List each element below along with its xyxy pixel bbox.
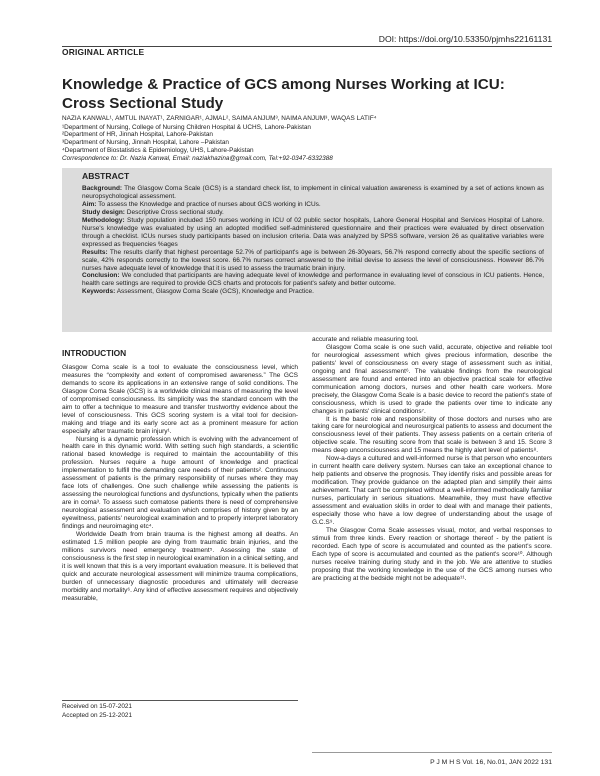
- abstract-background: [82, 185, 544, 201]
- keywords-text: Assessment, Glasgow Coma Scale (GCS), Knowledge and Practice.: [116, 288, 314, 296]
- journal-footer: P J M H S Vol. 16, No.01, JAN 2022 131: [430, 759, 552, 766]
- received-dates: [62, 700, 298, 720]
- abstract-box: [62, 168, 552, 332]
- affiliation-3: ³Department of Nursing, Jinnah Hospital, Lahore –Pakistan: [62, 139, 229, 147]
- abstract-methodology: [82, 217, 544, 249]
- introduction-heading: INTRODUCTION: [62, 348, 127, 358]
- doi-link[interactable]: DOI: https://doi.org/10.53350/pjmhs22161131: [378, 34, 552, 44]
- keywords-label: Keywords:: [82, 288, 116, 296]
- abstract-results: [82, 249, 544, 273]
- background-label: Background:: [82, 185, 123, 192]
- results-text: The results clarify that highest percentage 52.7% of participant's age is between 26-30years, 56.7% respond correctly about the specific sections of scale, 42% responds correctly to the lowest score. 66.7% nurses correct answered to the initial devise to assess the level of consciousness. However 86.7% nurses have adequate level of knowledge that it is used to assess the traumatic brain injury.: [82, 248, 544, 272]
- accepted-date: Accepted on 25-12-2021: [62, 711, 132, 719]
- section-label: ORIGINAL ARTICLE: [62, 47, 145, 57]
- intro-paragraph: Worldwide Death from brain trauma is the highest among all deaths. An estimated 1.5 million people are dying from traumatic brain injuries, and the millions survivors need emergency treatment⁵. Assessing the state of consciousness is the first step in neurological examination in a clinical setting, and it is well known that this is a very important evaluation measure. It is believed that quick and accurate neurological assessment will minimize trauma complications, burden of unnecessary diagnostic procedures and ultimately will decrease morbidity and mortality⁶. Any kind of effective assessment requires and objectively measurable,: [62, 530, 298, 602]
- intro-paragraph: Glasgow Coma scale is one such valid, accurate, objective and reliable tool for neurological assessment which gives precious information, describe the patients' level of consciousness on every stage of assessment such as initial, ongoing and final assessment⁶. The valuable findings from the neurological assessment are found and entered into an objective practical scale for effective communication among doctors, nurses and other health care workers. More precisely, the Glasgow Coma Scale is a basic device to record the patient's state of consciousness, which is used to grade the patients over time to indicate any changes in patients' clinical conditions⁷.: [312, 343, 552, 415]
- affiliation-4: ⁴Department of Biostatistics & Epidemiology, UHS, Lahore-Pakistan: [62, 146, 254, 154]
- conclusion-text: We concluded that participants are having adequate level of knowledge and performance in evaluating level of conscious in ICU patients. Hence, health care settings are required to provide GCS charts and protocols for patient's safety and better outcome.: [82, 272, 544, 288]
- design-label: Study design:: [82, 208, 125, 216]
- author-names: NAZIA KANWAL¹, AMTUL INAYAT¹, ZARNIGAR¹, AJMAL², SAIMA ANJUM³, NAIMA ANJUM³, WAQAS LATIF⁴: [62, 115, 377, 122]
- conclusion-label: Conclusion:: [82, 272, 120, 280]
- abstract-design: [82, 209, 544, 217]
- correspondence: [62, 155, 552, 163]
- background-text: The Glasgow Coma Scale (GCS) is a standard check list, to implement in clinical valuation awareness is examined by a set of actions known as neuropsychological assessment.: [82, 185, 544, 200]
- intro-paragraph: Now-a-days a cultured and well-informed nurse is that person who encounters in current health care delivery system. Nurses can take an exceptional chance to help patients and observe the prognosis. They identify risks and possible areas for modification. They provide guidance on the adapted plan and simplify their aims achievement. That can't be completed without a well-informed methodically familiar nurses, particularly in serious situations. Meanwhile, they must have effective assessment and evaluation skills in order to deal with and manage their patients, especially those who have a low degree of understanding about the usage of G.C.S⁹.: [312, 455, 552, 526]
- aim-label: Aim:: [82, 200, 97, 208]
- intro-paragraph: accurate and reliable measuring tool.: [312, 336, 419, 343]
- abstract-aim: [82, 201, 544, 209]
- intro-paragraph: The Glasgow Coma Scale assesses visual, motor, and verbal responses to stimuli from three kinds. Every reaction or shortage thereof - by the patient is recorded. Each type of score is accumulated and counted as the patient's score. Each type of score is accumulated and counted as the patient's score¹⁰. Although nurses receive training during study and in the job. We are attentive to studies proposing that the working knowledge in the use of the GCS among nurses who are practicing at the bedside might not be adequate¹¹.: [312, 526, 552, 582]
- methodology-text: Study population included 150 nurses working in ICU of 02 public sector hospitals, Lahore General Hospital and Services Hospital of Lahore. Nurse's knowledge was evaluated by using an adopted modified self-administered questionnaire and their practices were evaluated by direct observation through a checklist. ICUs nurses study participants based on inclusion criteria. Data was analyzed by SPSS software, version 26 as qualitative variables were expressed as frequencies %ages: [82, 216, 544, 248]
- footer-rule: [312, 752, 552, 753]
- left-column: [62, 350, 298, 603]
- intro-paragraph: Nursing is a dynamic profession which is evolving with the advancement of health care in this dynamic world. With setting such high standards, a scientific rational based knowledge is required to maintain the accountability of this profession. Nurses require a huge amount of knowledge and practical implementation to fulfill the demanding care needs of their patients². Continuous assessment of patients is the primary responsibility of nurses where they may face lots of challenges. One such challenge while assessing the patients is assessing the neurological functions and dysfunctions, typically when the patients are in coma³. To assess such comatose patients there is need of comprehensive neurological assessment and evaluation which comprises of history given by an eyewitness, patients' neurological examination and to properly interpret laboratory findings and neuroimaging etc⁴.: [62, 435, 298, 531]
- correspondence-text: Correspondence to: Dr. Nazia Kanwal, Email: naziakhazina@gmail.com, Tel:+92-0347-6332388: [62, 154, 333, 162]
- affiliation-2: ²Department of HR, Jinnah Hospital, Lahore-Pakistan: [62, 131, 213, 139]
- abstract-conclusion: [82, 272, 544, 288]
- article-title: Knowledge & Practice of GCS among Nurses Working at ICU: Cross Sectional Study: [62, 76, 505, 112]
- intro-paragraph: It is the basic role and responsibility of those doctors and nurses who are taking care for neurological and neurosurgical patients to assess and document the consciousness level of their patients. They assess patients on a certain criteria of objective scale. The resulting score from that scale is between 3 and 15. Score 3 means deep unconsciousness and 15 means the highly alert level of patients⁸.: [312, 415, 552, 455]
- right-column: [312, 336, 552, 583]
- author-block: [62, 115, 552, 162]
- intro-paragraph: Glasgow Coma scale is a tool to evaluate the consciousness level, which measures the “complexity and extent of compromised awareness.” The GCS demands to score its applications in an extensive range of solid conditions. The Glasgow Coma Scale (GCS) is a worldwide clinical means of measuring the level of compromised consciousness. Its simplicity was the standard concern with the aim to offer a technique to measure and transfer trustworthy evidence about the level of consciousness. This GCS scoring system is a vital tool for decision-making and triage and its early score act as a prominent measure for action especially after traumatic brain injury¹.: [62, 363, 298, 435]
- received-date: Received on 15-07-2021: [62, 703, 132, 710]
- abstract-keywords: [82, 288, 544, 296]
- design-text: Descriptive Cross sectional study.: [126, 208, 224, 216]
- methodology-label: Methodology:: [82, 216, 125, 224]
- results-label: Results:: [82, 248, 108, 256]
- abstract-heading: ABSTRACT: [82, 171, 130, 181]
- affiliation-1: ¹Department of Nursing, College of Nursing Children Hospital & UCHS, Lahore-Pakistan: [62, 123, 311, 131]
- aim-text: To assess the Knowledge and practice of nurses about GCS working in ICUs.: [98, 200, 321, 208]
